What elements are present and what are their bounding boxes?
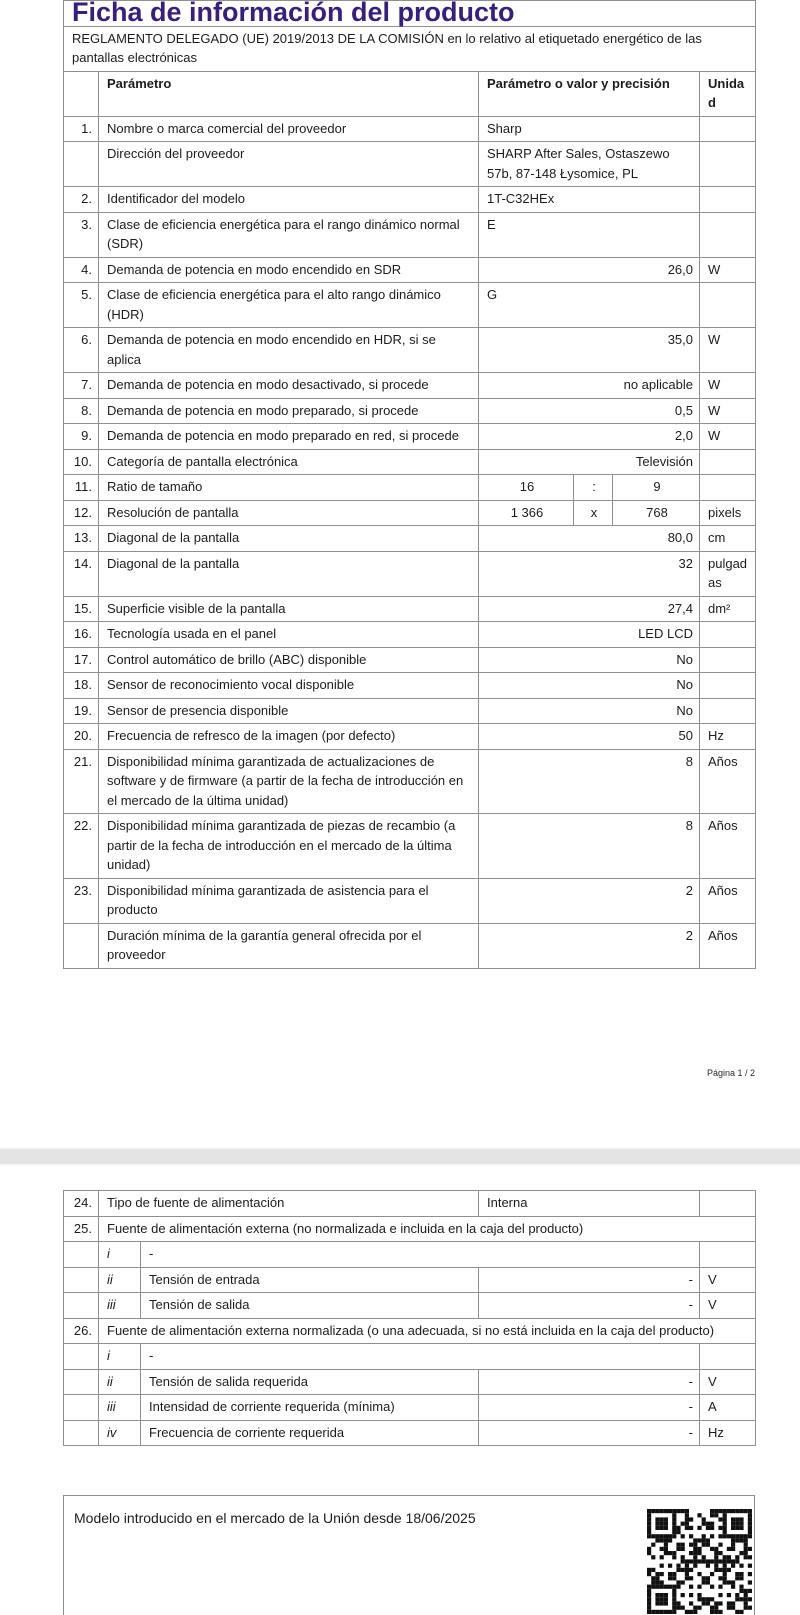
param-cell: Demanda de potencia en modo encendido en HDR, si se aplica: [99, 328, 479, 373]
table-row: [64, 424, 756, 450]
row-number: 13.: [64, 526, 99, 552]
row-number: 5.: [64, 283, 99, 328]
value-cell: -: [141, 1344, 700, 1370]
row-number: 19.: [64, 698, 99, 724]
param-cell: Ratio de tamaño: [99, 475, 479, 501]
row-number: 4.: [64, 257, 99, 283]
page-title: Ficha de información del producto: [64, 1, 756, 27]
value-cell: SHARP After Sales, Ostaszewo 57b, 87-148 Łysomice, PL: [479, 142, 700, 187]
value-cell: Sharp: [479, 116, 700, 142]
param-cell: Nombre o marca comercial del proveedor: [99, 116, 479, 142]
market-introduction-box: [63, 1495, 755, 1615]
table-row: [64, 1191, 756, 1217]
table-row-section: [64, 1318, 756, 1344]
table-row: [64, 814, 756, 879]
param-cell: Demanda de potencia en modo desactivado, si procede: [99, 373, 479, 399]
value-cell: LED LCD: [479, 622, 700, 648]
row-number: [64, 1420, 99, 1446]
unit-cell: [700, 449, 756, 475]
table-row: [64, 724, 756, 750]
qr-code: [647, 1509, 752, 1614]
table-row-ratio: [64, 475, 756, 501]
table-row: [64, 142, 756, 187]
row-number: 3.: [64, 212, 99, 257]
row-number: 1.: [64, 116, 99, 142]
table-row: [64, 212, 756, 257]
value-cell: Televisión: [479, 449, 700, 475]
unit-cell: Hz: [700, 724, 756, 750]
value-cell: No: [479, 698, 700, 724]
unit-cell: W: [700, 398, 756, 424]
unit-cell: V: [700, 1267, 756, 1293]
table-subrow: [64, 1420, 756, 1446]
table-row: [64, 187, 756, 213]
value-cell: No: [479, 673, 700, 699]
row-number: 26.: [64, 1318, 99, 1344]
table-subrow: [64, 1293, 756, 1319]
fiche-table-page1: [63, 0, 756, 969]
value-cell: -: [479, 1267, 700, 1293]
param-cell: Tensión de entrada: [141, 1267, 479, 1293]
row-number: 18.: [64, 673, 99, 699]
regulation-subtitle: REGLAMENTO DELEGADO (UE) 2019/2013 DE LA COMISIÓN en lo relativo al etiquetado energético de las pantallas electrónicas: [64, 26, 756, 71]
table-row: [64, 328, 756, 373]
unit-cell: [700, 673, 756, 699]
unit-cell: pixels: [700, 500, 756, 526]
row-number: 8.: [64, 398, 99, 424]
value-cell: 0,5: [479, 398, 700, 424]
value-cell: 8: [479, 814, 700, 879]
value-cell: 32: [479, 551, 700, 596]
row-number: 17.: [64, 647, 99, 673]
table-row: [64, 698, 756, 724]
param-cell: Frecuencia de refresco de la imagen (por defecto): [99, 724, 479, 750]
param-cell: Tecnología usada en el panel: [99, 622, 479, 648]
value-cell: no aplicable: [479, 373, 700, 399]
value-cell: G: [479, 283, 700, 328]
value-cell: 35,0: [479, 328, 700, 373]
fiche-table-page2: [63, 1190, 756, 1446]
table-row: [64, 526, 756, 552]
table-row: [64, 116, 756, 142]
param-cell: Dirección del proveedor: [99, 142, 479, 187]
subrow-index: iv: [99, 1420, 141, 1446]
ratio-separator-cell: :: [574, 475, 613, 501]
unit-cell: [700, 212, 756, 257]
value-cell: 8: [479, 749, 700, 814]
table-row: [64, 449, 756, 475]
unit-cell: dm²: [700, 596, 756, 622]
value-cell: 80,0: [479, 526, 700, 552]
ratio-height-cell: 9: [613, 475, 700, 501]
param-cell: Frecuencia de corriente requerida: [141, 1420, 479, 1446]
unit-cell: [700, 622, 756, 648]
value-cell: 2,0: [479, 424, 700, 450]
param-cell: Categoría de pantalla electrónica: [99, 449, 479, 475]
row-number: [64, 923, 99, 968]
param-cell: Demanda de potencia en modo preparado, si procede: [99, 398, 479, 424]
unit-cell: pulgadas: [700, 551, 756, 596]
param-cell: Clase de eficiencia energética para el alto rango dinámico (HDR): [99, 283, 479, 328]
row-number: [64, 1293, 99, 1319]
unit-cell: [700, 1242, 756, 1268]
header-valor: Parámetro o valor y precisión: [479, 71, 700, 116]
value-cell: 2: [479, 923, 700, 968]
table-row: [64, 596, 756, 622]
resolution-separator-cell: x: [574, 500, 613, 526]
param-cell: Resolución de pantalla: [99, 500, 479, 526]
unit-cell: Años: [700, 878, 756, 923]
row-number: 7.: [64, 373, 99, 399]
row-number: [64, 1267, 99, 1293]
value-cell: -: [479, 1395, 700, 1421]
param-cell: Disponibilidad mínima garantizada de piezas de recambio (a partir de la fecha de introducción en el mercado de la última unidad): [99, 814, 479, 879]
value-cell: -: [479, 1293, 700, 1319]
table-row: [64, 622, 756, 648]
row-number: 20.: [64, 724, 99, 750]
param-cell: Tensión de salida requerida: [141, 1369, 479, 1395]
row-number: 22.: [64, 814, 99, 879]
unit-cell: [700, 647, 756, 673]
row-number: 6.: [64, 328, 99, 373]
row-number: 12.: [64, 500, 99, 526]
unit-cell: [700, 698, 756, 724]
row-number: 15.: [64, 596, 99, 622]
row-number: 10.: [64, 449, 99, 475]
unit-cell: [700, 116, 756, 142]
row-number: [64, 1344, 99, 1370]
page-number: Página 1 / 2: [706, 1068, 755, 1078]
value-cell: -: [479, 1420, 700, 1446]
param-cell: Disponibilidad mínima garantizada de actualizaciones de software y de firmware (a partir de la fecha de introducción en el mercado de la última unidad): [99, 749, 479, 814]
table-subrow: [64, 1267, 756, 1293]
unit-cell: [700, 475, 756, 501]
header-parametro: Parámetro: [99, 71, 479, 116]
value-cell: -: [479, 1369, 700, 1395]
param-cell: Control automático de brillo (ABC) disponible: [99, 647, 479, 673]
table-row: [64, 398, 756, 424]
value-cell: 27,4: [479, 596, 700, 622]
param-cell: Diagonal de la pantalla: [99, 526, 479, 552]
table-row: [64, 551, 756, 596]
param-cell: Demanda de potencia en modo preparado en red, si procede: [99, 424, 479, 450]
param-cell: Diagonal de la pantalla: [99, 551, 479, 596]
table-row: [64, 923, 756, 968]
param-cell: Duración mínima de la garantía general ofrecida por el proveedor: [99, 923, 479, 968]
value-cell: E: [479, 212, 700, 257]
param-cell: Intensidad de corriente requerida (mínima): [141, 1395, 479, 1421]
subrow-index: i: [99, 1344, 141, 1370]
unit-cell: W: [700, 373, 756, 399]
subrow-index: iii: [99, 1293, 141, 1319]
value-cell: Interna: [479, 1191, 700, 1217]
subrow-index: iii: [99, 1395, 141, 1421]
table-row: [64, 647, 756, 673]
header-empty-cell: [64, 71, 99, 116]
row-number: [64, 142, 99, 187]
subrow-index: ii: [99, 1369, 141, 1395]
ratio-width-cell: 16: [479, 475, 574, 501]
param-cell: Clase de eficiencia energética para el rango dinámico normal (SDR): [99, 212, 479, 257]
table-row: [64, 373, 756, 399]
value-cell: 50: [479, 724, 700, 750]
page-separator: [0, 1149, 800, 1164]
row-number: 25.: [64, 1216, 99, 1242]
unit-cell: [700, 283, 756, 328]
param-cell: Superficie visible de la pantalla: [99, 596, 479, 622]
table-row: [64, 878, 756, 923]
value-cell: 2: [479, 878, 700, 923]
unit-cell: Años: [700, 814, 756, 879]
unit-cell: [700, 142, 756, 187]
row-number: 9.: [64, 424, 99, 450]
value-cell: 26,0: [479, 257, 700, 283]
value-cell: No: [479, 647, 700, 673]
row-number: 2.: [64, 187, 99, 213]
unit-cell: V: [700, 1293, 756, 1319]
unit-cell: [700, 1191, 756, 1217]
value-cell: 1T-C32HEx: [479, 187, 700, 213]
table-row: [64, 283, 756, 328]
param-cell: Disponibilidad mínima garantizada de asistencia para el producto: [99, 878, 479, 923]
value-cell: -: [141, 1242, 700, 1268]
table-subrow: [64, 1344, 756, 1370]
table-subrow: [64, 1395, 756, 1421]
row-number: [64, 1395, 99, 1421]
row-number: [64, 1242, 99, 1268]
market-introduction-text: Modelo introducido en el mercado de la Unión desde 18/06/2025: [74, 1510, 476, 1526]
subrow-index: ii: [99, 1267, 141, 1293]
resolution-height-cell: 768: [613, 500, 700, 526]
row-number: 24.: [64, 1191, 99, 1217]
unit-cell: cm: [700, 526, 756, 552]
row-number: [64, 1369, 99, 1395]
table-row: [64, 257, 756, 283]
resolution-width-cell: 1 366: [479, 500, 574, 526]
title-row: [64, 1, 756, 27]
header-row: [64, 71, 756, 116]
param-cell: Sensor de reconocimiento vocal disponible: [99, 673, 479, 699]
section-span-cell: Fuente de alimentación externa (no normalizada e incluida en la caja del producto): [99, 1216, 756, 1242]
param-cell: Tensión de salida: [141, 1293, 479, 1319]
row-number: 23.: [64, 878, 99, 923]
unit-cell: [700, 1344, 756, 1370]
row-number: 16.: [64, 622, 99, 648]
row-number: 21.: [64, 749, 99, 814]
unit-cell: Hz: [700, 1420, 756, 1446]
table-row-section: [64, 1216, 756, 1242]
unit-cell: V: [700, 1369, 756, 1395]
param-cell: Identificador del modelo: [99, 187, 479, 213]
table-subrow: [64, 1242, 756, 1268]
header-unidad: Unidad: [700, 71, 756, 116]
param-cell: Tipo de fuente de alimentación: [99, 1191, 479, 1217]
unit-cell: W: [700, 424, 756, 450]
unit-cell: W: [700, 257, 756, 283]
unit-cell: Años: [700, 749, 756, 814]
param-cell: Demanda de potencia en modo encendido en SDR: [99, 257, 479, 283]
row-number: 11.: [64, 475, 99, 501]
unit-cell: W: [700, 328, 756, 373]
table-row: [64, 673, 756, 699]
table-row-resolution: [64, 500, 756, 526]
row-number: 14.: [64, 551, 99, 596]
unit-cell: [700, 187, 756, 213]
subrow-index: i: [99, 1242, 141, 1268]
table-row: [64, 749, 756, 814]
param-cell: Sensor de presencia disponible: [99, 698, 479, 724]
section-span-cell: Fuente de alimentación externa normalizada (o una adecuada, si no está incluida en la caja del producto): [99, 1318, 756, 1344]
table-subrow: [64, 1369, 756, 1395]
subtitle-row: [64, 26, 756, 71]
unit-cell: Años: [700, 923, 756, 968]
unit-cell: A: [700, 1395, 756, 1421]
